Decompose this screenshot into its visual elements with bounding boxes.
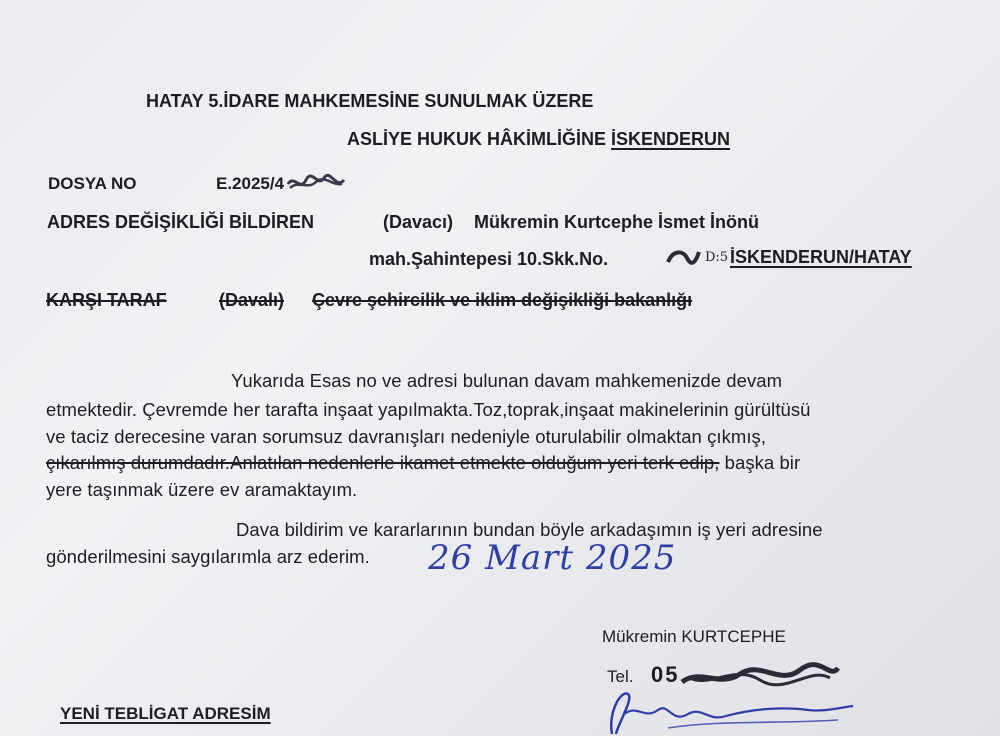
defendant-role: (Davalı)	[219, 290, 285, 310]
header-court-prefix: ASLİYE HUKUK HÂKİMLİĞİNE	[347, 129, 612, 149]
plaintiff-label: ADRES DEĞİŞİKLİĞİ BİLDİREN	[47, 212, 315, 232]
plaintiff-door-note: D:5	[705, 250, 729, 265]
handwritten-signature	[598, 684, 858, 736]
defendant-label: KARŞI TARAF	[46, 290, 167, 310]
case-number-label: DOSYA NO	[48, 174, 137, 193]
struck-text: çıkarılmış durumdadır.Anlatılan nedenlerle ikamet etmekte olduğum yeri terk edip,	[46, 452, 720, 473]
body-text-line: yere taşınmak üzere ev aramaktayım.	[46, 479, 358, 500]
new-address-label: YENİ TEBLİGAT ADRESİM	[60, 704, 271, 723]
defendant-name: Çevre şehircilik ve iklim değişikliği bakanlığı	[312, 290, 693, 310]
body-text-line: etmektedir. Çevremde her tarafta inşaat yapılmakta.Toz,toprak,inşaat makinelerinin gürültüsü	[46, 399, 811, 420]
plaintiff-address-street: mah.Şahintepesi 10.Skk.No.	[369, 249, 609, 269]
header-court-city: İSKENDERUN	[611, 129, 731, 149]
phone-number-visible: 05	[651, 662, 680, 687]
case-number-value: E.2025/4	[216, 174, 285, 193]
handwritten-date: 26 Mart 2025	[428, 538, 677, 578]
body-text-rest: başka bir	[719, 452, 801, 473]
body-text-line: Dava bildirim ve kararlarının bundan böyle arkadaşımın iş yeri adresine	[236, 519, 823, 540]
body-text-line	[46, 454, 800, 473]
plaintiff-address-city: İSKENDERUN/HATAY	[730, 247, 912, 267]
plaintiff-name: Mükremin Kurtcephe İsmet İnönü	[474, 212, 760, 232]
body-text-line: Yukarıda Esas no ve adresi bulunan davam mahkemenizde devam	[231, 370, 783, 391]
plaintiff-role: (Davacı)	[383, 212, 454, 232]
header-court-line: HATAY 5.İDARE MAHKEMESİNE SUNULMAK ÜZERE	[146, 91, 594, 111]
header-court-line-2	[347, 130, 730, 148]
body-text-line: ve taciz derecesine varan sorumsuz davranışları nedeniyle oturulabilir olmaktan çıkmış,	[46, 426, 767, 447]
signature-name: Mükremin KURTCEPHE	[602, 627, 786, 646]
redaction-scribble	[665, 246, 701, 268]
redaction-scribble	[286, 170, 346, 194]
phone-label: Tel.	[607, 667, 634, 686]
body-text-line: gönderilmesini saygılarımla arz ederim.	[46, 546, 370, 567]
